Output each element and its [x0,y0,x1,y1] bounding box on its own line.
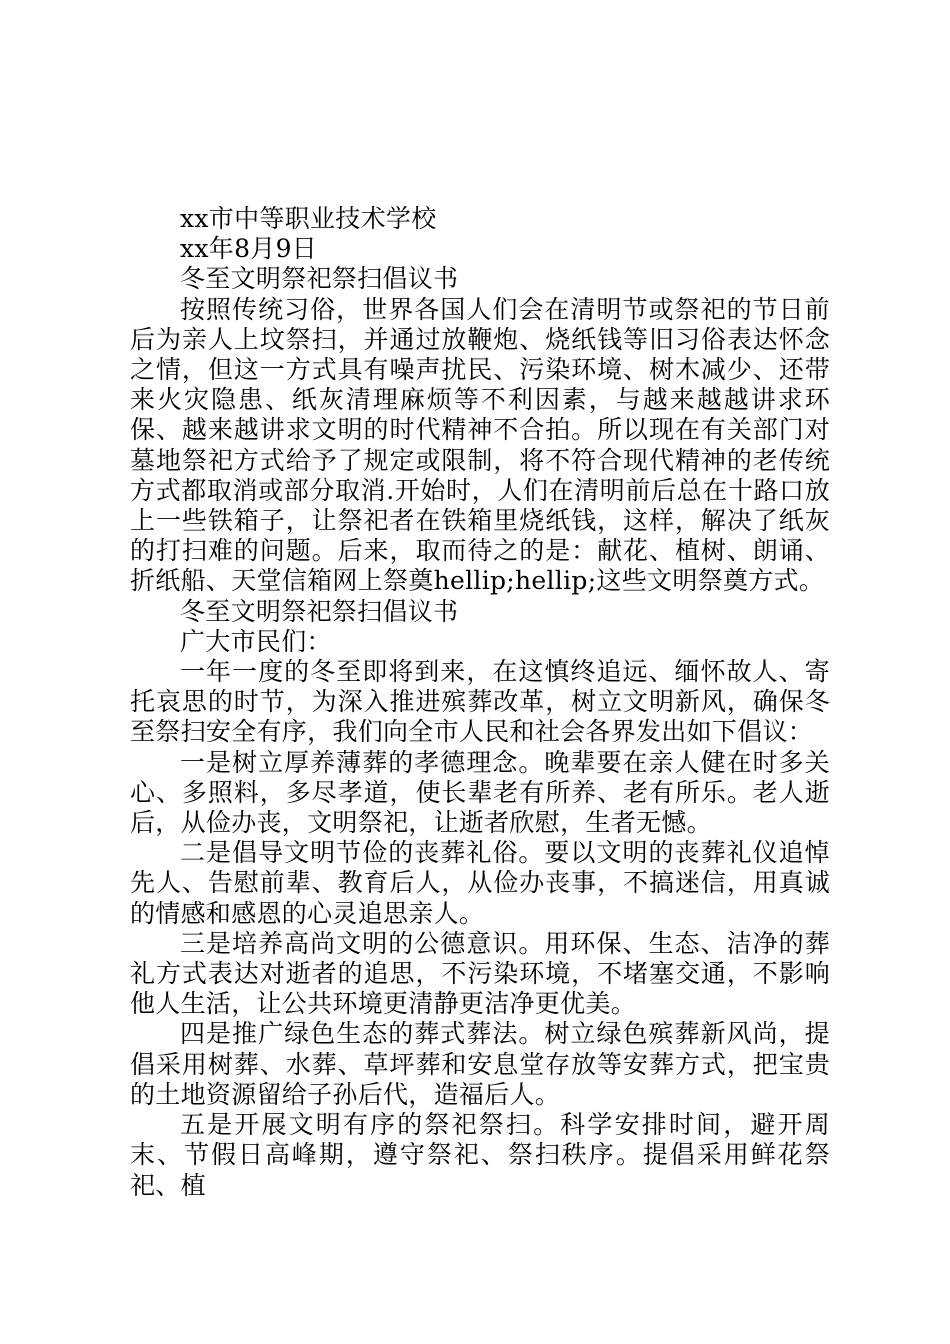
document-title: 冬至文明祭祀祭扫倡议书 [180,264,459,294]
proposal-item-5: 五是开展文明有序的祭祀祭扫。科学安排时间，避开周末、节假日高峰期，遵守祭祀、祭扫秩序。提倡采用鲜花祭祀、植 [130,1110,830,1200]
document-body [130,204,830,1201]
proposal-item-3: 三是培养高尚文明的公德意识。用环保、生态、洁净的葬礼方式表达对逝者的追思，不污染环境，不堵塞交通，不影响他人生活，让公共环境更清静更洁净更优美。 [130,928,830,1019]
proposal-title: 冬至文明祭祀祭扫倡议书 [180,596,459,626]
document-date: xx年8月9日 [180,234,318,264]
opening-paragraph: 一年一度的冬至即将到来，在这慎终追远、缅怀故人、寄托哀思的时节，为深入推进殡葬改革，树立文明新风，确保冬至祭扫安全有序，我们向全市人民和社会各界发出如下倡议： [130,657,830,747]
intro-paragraph: 按照传统习俗，世界各国人们会在清明节或祭祀的节日前后为亲人上坟祭扫，并通过放鞭炮、烧纸钱等旧习俗表达怀念之情，但这一方式具有噪声扰民、污染环境、树木减少、还带来火灾隐患、纸灰清理麻烦等不利因素，与越来越越讲求环保、越来越讲求文明的时代精神不合拍。所以现在有关部门对墓地祭祀方式给予了规定或限制，将不符合现代精神的老传统方式都取消或部分取消.开始时，人们在清明前后总在十路口放上一些铁箱子，让祭祀者在铁箱里烧纸钱，这样，解决了纸灰的打扫难的问题。后来，取而待之的是：献花、植树、朗诵、折纸船、天堂信箱网上祭奠hellip;hellip;这些文明祭奠方式。 [130,294,830,596]
proposal-item-2: 二是倡导文明节俭的丧葬礼俗。要以文明的丧葬礼仪追悼先人、告慰前辈、教育后人，从俭办丧事，不搞迷信，用真诚的情感和感恩的心灵追思亲人。 [130,838,830,928]
proposal-item-4: 四是推广绿色生态的葬式葬法。树立绿色殡葬新风尚，提倡采用树葬、水葬、草坪葬和安息堂存放等安葬方式，把宝贵的土地资源留给子孙后代，造福后人。 [130,1019,830,1109]
school-name: xx市中等职业技术学校 [180,204,437,233]
salutation: 广大市民们： [180,626,332,656]
proposal-item-1: 一是树立厚养薄葬的孝德理念。晚辈要在亲人健在时多关心、多照料，多尽孝道，使长辈老有所养、老有所乐。老人逝后，从俭办丧，文明祭祀，让逝者欣慰，生者无憾。 [130,747,830,838]
